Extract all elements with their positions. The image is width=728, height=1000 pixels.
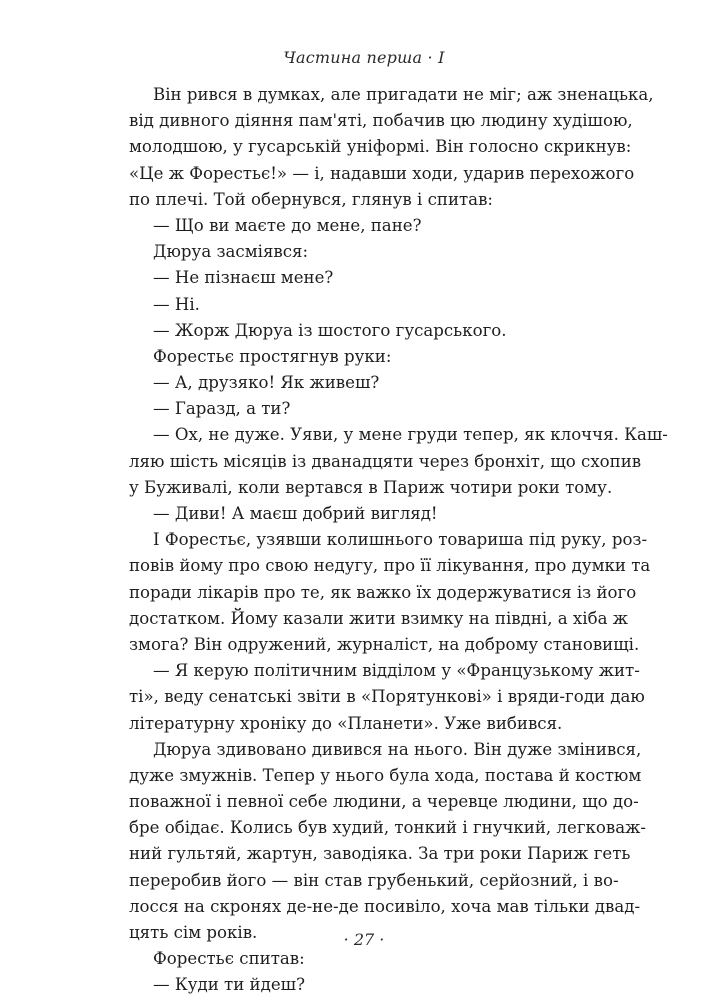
page-number: · 27 · (343, 930, 385, 949)
text-line: цять сім років. (129, 923, 258, 942)
body-text (129, 82, 668, 999)
text-line: Форестьє простягнув руки: (153, 346, 392, 366)
text-line: молодшою, у гусарській уніформі. Він голосно скрикнув: (129, 137, 632, 157)
text-line: — Що ви маєте до мене, пане? (153, 215, 422, 235)
text-line: — Жорж Дюруа із шостого гусарського. (153, 320, 507, 340)
text-line: — Диви! А маєш добрий вигляд! (153, 504, 438, 523)
text-line: у Буживалі, коли вертався в Париж чотири роки тому. (129, 477, 613, 497)
text-line: — Ні. (153, 294, 200, 314)
text-line: ті», веду сенатські звіти в «Порятункові» і вряди-годи даю (129, 687, 645, 707)
text-line: бре обідає. Колись був худий, тонкий і гнучкий, легковаж- (129, 818, 646, 838)
text-line: змога? Він одружений, журналіст, на доброму становищі. (129, 634, 640, 654)
running-head: Частина перша · I (283, 48, 445, 67)
text-line: лосся на скронях де-не-де посивіло, хоча мав тільки двад- (129, 896, 641, 916)
text-line: — Я керую політичним відділом у «Французькому жит- (153, 661, 640, 681)
text-line: дуже змужнів. Тепер у нього була хода, постава й костюм (129, 765, 642, 785)
text-line: — Куди ти йдеш? (153, 975, 305, 995)
text-line: «Це ж Форестьє!» — і, надавши ходи, ударив перехожого (129, 163, 635, 183)
text-line: ний гультяй, жартун, заводіяка. За три роки Париж геть (129, 844, 631, 864)
text-line: по плечі. Той обернувся, глянув і спитав: (129, 189, 494, 209)
text-line: ляю шість місяців із дванадцяти через бронхіт, що схопив (129, 451, 642, 471)
text-line: — Гаразд, а ти? (153, 399, 291, 419)
text-line: поради лікарів про те, як важко їх додержуватися із його (129, 582, 637, 602)
text-line: Дюруа засміявся: (153, 242, 309, 262)
text-line: — Не пізнаєш мене? (153, 268, 334, 288)
text-line: Дюруа здивовано дивився на нього. Він дуже змінився, (153, 739, 642, 759)
text-line: Він рився в думках, але пригадати не міг; аж зненацька, (153, 85, 654, 104)
text-line: — Ох, не дуже. Уяви, у мене груди тепер, як клоччя. Каш- (153, 425, 668, 445)
text-line: переробив його — він став грубенький, серйозний, і во- (129, 870, 619, 890)
text-line: літературну хроніку до «Планети». Уже вибився. (129, 713, 563, 733)
text-line: — А, друзяко! Як живеш? (153, 373, 380, 393)
text-line: повів йому про свою недугу, про її лікування, про думки та (129, 556, 651, 576)
text-line: достатком. Йому казали жити взимку на півдні, а хіба ж (129, 608, 628, 628)
text-line: від дивного діяння пам'яті, побачив цю людину худішою, (129, 111, 633, 131)
text-line: поважної і певної себе людини, а черевце людини, що до- (129, 792, 639, 812)
text-line: Форестьє спитав: (153, 949, 305, 969)
text-line: І Форестьє, узявши колишнього товариша під руку, роз- (153, 530, 648, 550)
